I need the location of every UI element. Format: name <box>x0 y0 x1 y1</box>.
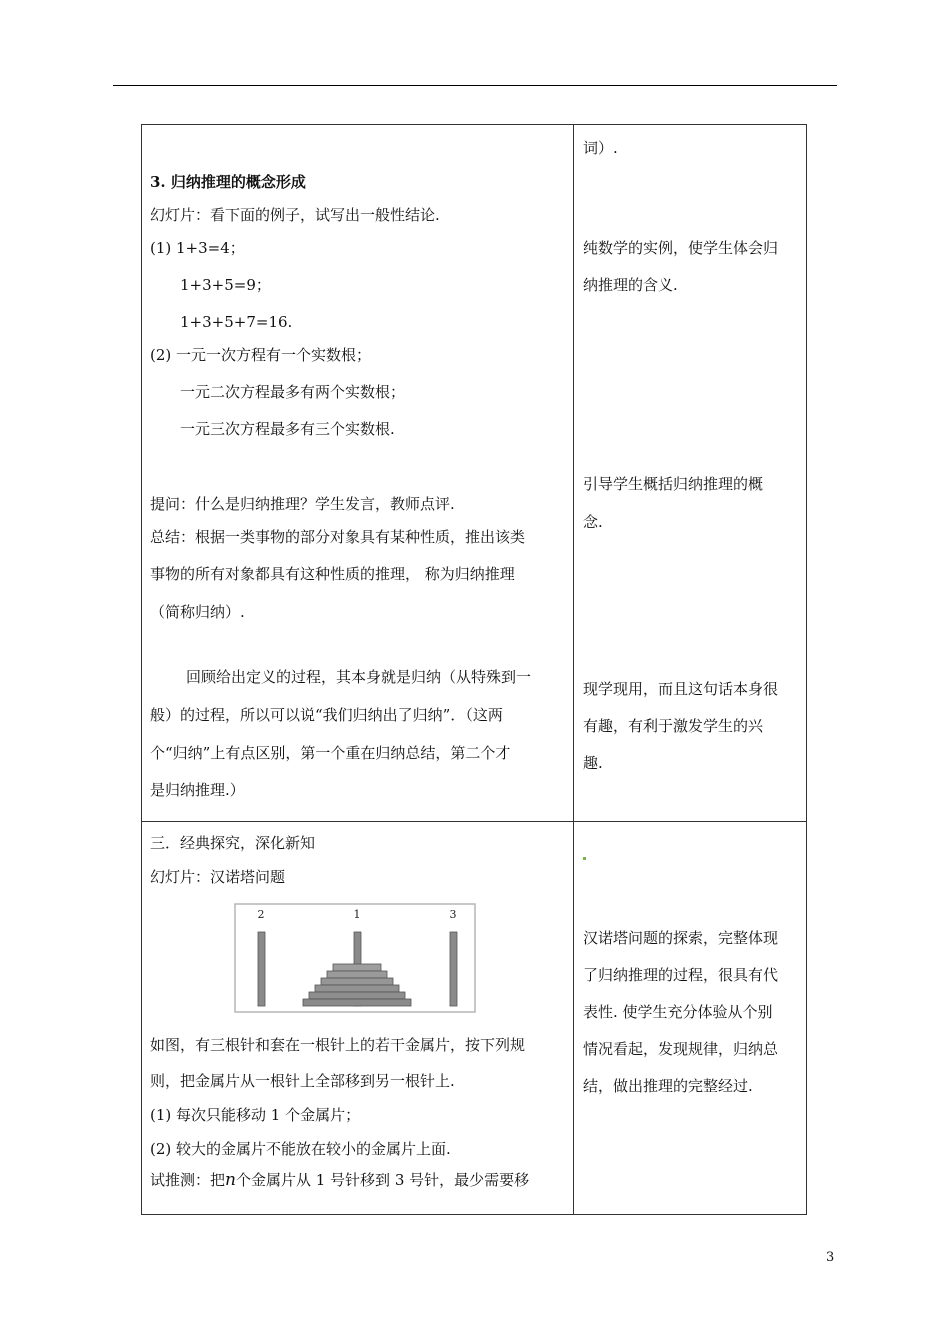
disk-6 <box>303 999 411 1006</box>
note-3-line-3: 趣. <box>583 754 603 772</box>
note-2-line-1: 引导学生概括归纳推理的概 <box>583 475 764 493</box>
section-3-title: 3. 归纳推理的概念形成 <box>150 173 306 191</box>
review-line-2: 般）的过程，所以可以说“我们归纳出了归纳”．（这两 <box>150 706 503 724</box>
disk-5 <box>309 992 405 999</box>
summary-line-3: （简称归纳）. <box>150 603 245 621</box>
example-1-line-3: 1+3+5+7=16. <box>180 313 293 331</box>
column-divider <box>573 125 574 1214</box>
rule-2: (2) 较大的金属片不能放在较小的金属片上面. <box>150 1140 451 1158</box>
peg-left <box>258 932 265 1006</box>
header-rule <box>113 85 837 86</box>
disk-3 <box>321 978 393 985</box>
guess-prefix: 试推测：把 <box>150 1171 226 1189</box>
row-divider <box>142 821 806 822</box>
note-4-line-5: 结，做出推理的完整经过. <box>583 1077 753 1095</box>
example-2-line-3: 一元三次方程最多有三个实数根. <box>180 420 395 438</box>
review-line-1: 回顾给出定义的过程，其本身就是归纳（从特殊到一 <box>186 668 532 686</box>
guess-variable: n <box>225 1170 236 1190</box>
part-3-title: 三．经典探究，深化新知 <box>150 834 316 852</box>
example-2-line-1: (2) 一元一次方程有一个实数根； <box>150 346 372 364</box>
question-text: 提问：什么是归纳推理？学生发言，教师点评. <box>150 495 455 513</box>
note-4-line-4: 情况看起，发现规律，归纳总 <box>583 1040 779 1058</box>
summary-line-2: 事物的所有对象都具有这种性质的推理， 称为归纳推理 <box>150 565 515 583</box>
review-line-3: 个“归纳”上有点区别，第一个重在归纳总结，第二个才 <box>150 744 511 762</box>
note-3-line-1: 现学现用，而且这句话本身很 <box>583 680 779 698</box>
note-3-line-2: 有趣，有利于激发学生的兴 <box>583 717 764 735</box>
note-4-line-2: 了归纳推理的过程，很具有代 <box>583 966 779 984</box>
green-marker <box>583 857 586 860</box>
example-1-line-2: 1+3+5=9； <box>180 276 271 294</box>
rule-1: (1) 每次只能移动 1 个金属片； <box>150 1106 361 1124</box>
hanoi-desc-line-2: 则，把金属片从一根针上全部移到另一根针上. <box>150 1072 455 1090</box>
disk-2 <box>327 971 387 978</box>
slide-intro: 幻灯片：看下面的例子，试写出一般性结论. <box>150 206 440 224</box>
note-1-line-1: 纯数学的实例，使学生体会归 <box>583 239 779 257</box>
note-1-line-2: 纳推理的含义. <box>583 276 678 294</box>
hanoi-tower-figure <box>233 902 477 1014</box>
note-4-line-1: 汉诺塔问题的探索，完整体现 <box>583 929 779 947</box>
note-4-line-3: 表性. 使学生充分体验从个别 <box>583 1003 773 1021</box>
example-2-line-2: 一元二次方程最多有两个实数根； <box>180 383 406 401</box>
example-1-line-1: (1) 1+3=4； <box>150 239 245 257</box>
peg-label-3: 3 <box>449 908 457 921</box>
review-line-4: 是归纳推理.） <box>150 781 245 799</box>
note-continuation: 词）. <box>583 139 618 157</box>
hanoi-desc-line-1: 如图，有三根针和套在一根针上的若干金属片，按下列规 <box>150 1036 526 1054</box>
page-number: 3 <box>826 1250 835 1265</box>
guess-suffix: 个金属片从 1 号针移到 3 号针，最少需要移 <box>235 1171 530 1189</box>
note-2-line-2: 念. <box>583 513 603 531</box>
peg-label-1: 1 <box>353 908 361 921</box>
disk-1 <box>333 964 381 971</box>
guess-line <box>150 1170 529 1190</box>
disk-4 <box>315 985 399 992</box>
peg-label-2: 2 <box>257 908 265 921</box>
peg-right <box>450 932 457 1006</box>
hanoi-slide-label: 幻灯片：汉诺塔问题 <box>150 868 286 886</box>
summary-line-1: 总结：根据一类事物的部分对象具有某种性质，推出该类 <box>150 528 526 546</box>
